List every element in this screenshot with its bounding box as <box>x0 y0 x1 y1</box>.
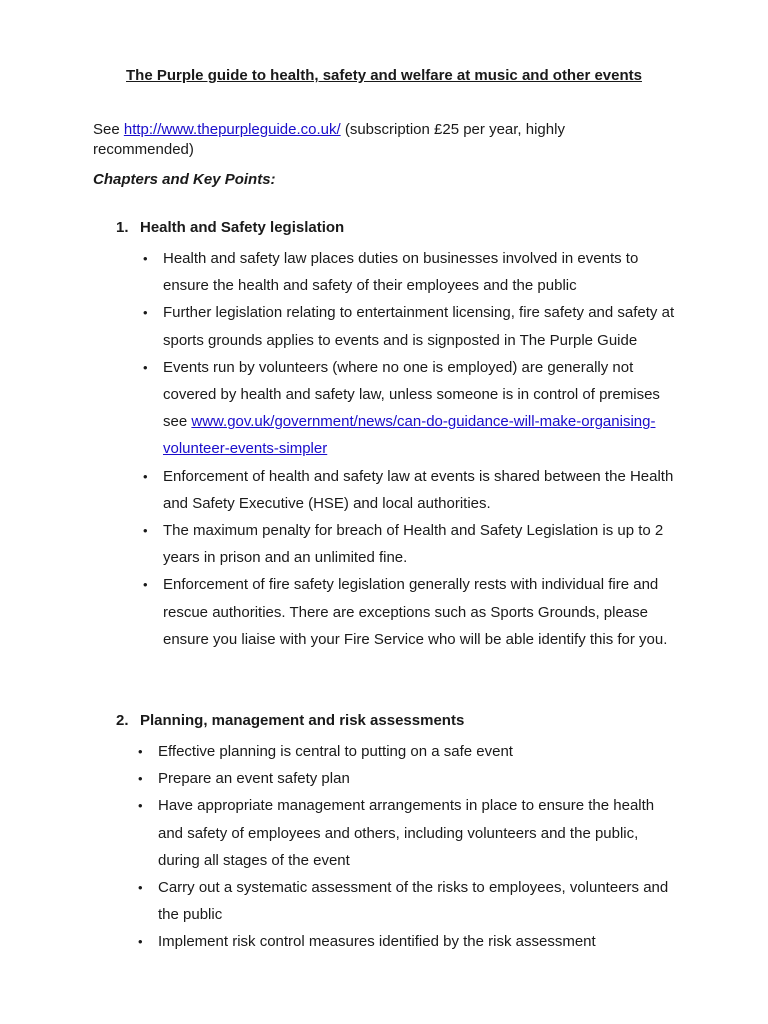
bullet-icon: • <box>138 880 143 896</box>
bullet-icon: • <box>143 577 148 593</box>
bullet-icon: • <box>143 523 148 539</box>
bullet-icon: • <box>143 305 148 321</box>
section-title: Health and Safety legislation <box>140 219 345 236</box>
list-item-text: Carry out a systematic assessment of the risks to employees, volunteers and the public <box>158 879 669 924</box>
purple-guide-link[interactable]: http://www.thepurpleguide.co.uk/ <box>123 121 341 138</box>
bullet-icon: • <box>138 798 143 814</box>
bullet-icon: • <box>138 771 143 787</box>
bullet-list <box>138 738 683 956</box>
list-item <box>143 517 683 571</box>
list-item <box>138 928 683 955</box>
list-item-text: Events run by volunteers (where no one is employed) are generally not covered by health and safety law, unless someone is in control of premises see <box>163 358 660 431</box>
list-item <box>143 571 683 653</box>
bullet-icon: • <box>143 251 148 266</box>
section-title: Planning, management and risk assessments <box>140 712 465 729</box>
list-item-text: Enforcement of health and safety law at events is shared between the Health and Safety Executive (HSE) and local authorities. <box>163 467 674 512</box>
section-heading <box>116 711 464 731</box>
chapters-heading: Chapters and Key Points: <box>93 171 276 188</box>
list-item <box>143 299 683 353</box>
bullet-icon: • <box>138 934 143 950</box>
document-title: The Purple guide to health, safety and welfare at music and other events <box>126 67 642 84</box>
list-item <box>143 245 683 299</box>
list-item <box>138 765 683 792</box>
list-item-text: Prepare an event safety plan <box>158 770 350 788</box>
bullet-icon: • <box>143 359 148 375</box>
section-number: 2. <box>116 712 129 729</box>
list-item-text: The maximum penalty for breach of Health and Safety Legislation is up to 2 years in prison and an unlimited fine. <box>163 522 664 567</box>
reference-line <box>93 120 653 160</box>
list-item-text: Implement risk control measures identified by the risk assessment <box>158 933 596 951</box>
list-item <box>138 874 683 928</box>
list-item-text: Enforcement of fire safety legislation generally rests with individual fire and rescue authorities. There are exceptions such as Sports Grounds, please ensure you liaise with your Fire Service who will be able identify this for you. <box>163 576 668 648</box>
section-number: 1. <box>116 219 129 236</box>
bullet-list <box>143 245 683 653</box>
list-item-text: Health and safety law places duties on businesses involved in events to ensure the health and safety of their employees and the public <box>163 250 639 295</box>
volunteer-guidance-link[interactable]: www.gov.uk/government/news/can-do-guidance-will-make-organising-volunteer-events-simpler <box>163 413 656 458</box>
list-item-text: Further legislation relating to entertainment licensing, fire safety and safety at sports grounds applies to events and is signposted in The Purple Guide <box>163 304 675 349</box>
list-item <box>138 792 683 874</box>
list-item <box>143 463 683 517</box>
list-item-text: Have appropriate management arrangements in place to ensure the health and safety of employees and others, including volunteers and the public, during all stages of the event <box>158 797 655 869</box>
list-item <box>143 354 683 463</box>
list-item-text: Effective planning is central to putting on a safe event <box>158 743 513 760</box>
see-prefix: See <box>93 121 124 138</box>
bullet-icon: • <box>138 744 143 759</box>
see-suffix: (subscription £25 per year, highly recommended) <box>93 121 565 158</box>
section-heading <box>116 218 344 238</box>
list-item <box>138 738 683 765</box>
bullet-icon: • <box>143 468 148 484</box>
